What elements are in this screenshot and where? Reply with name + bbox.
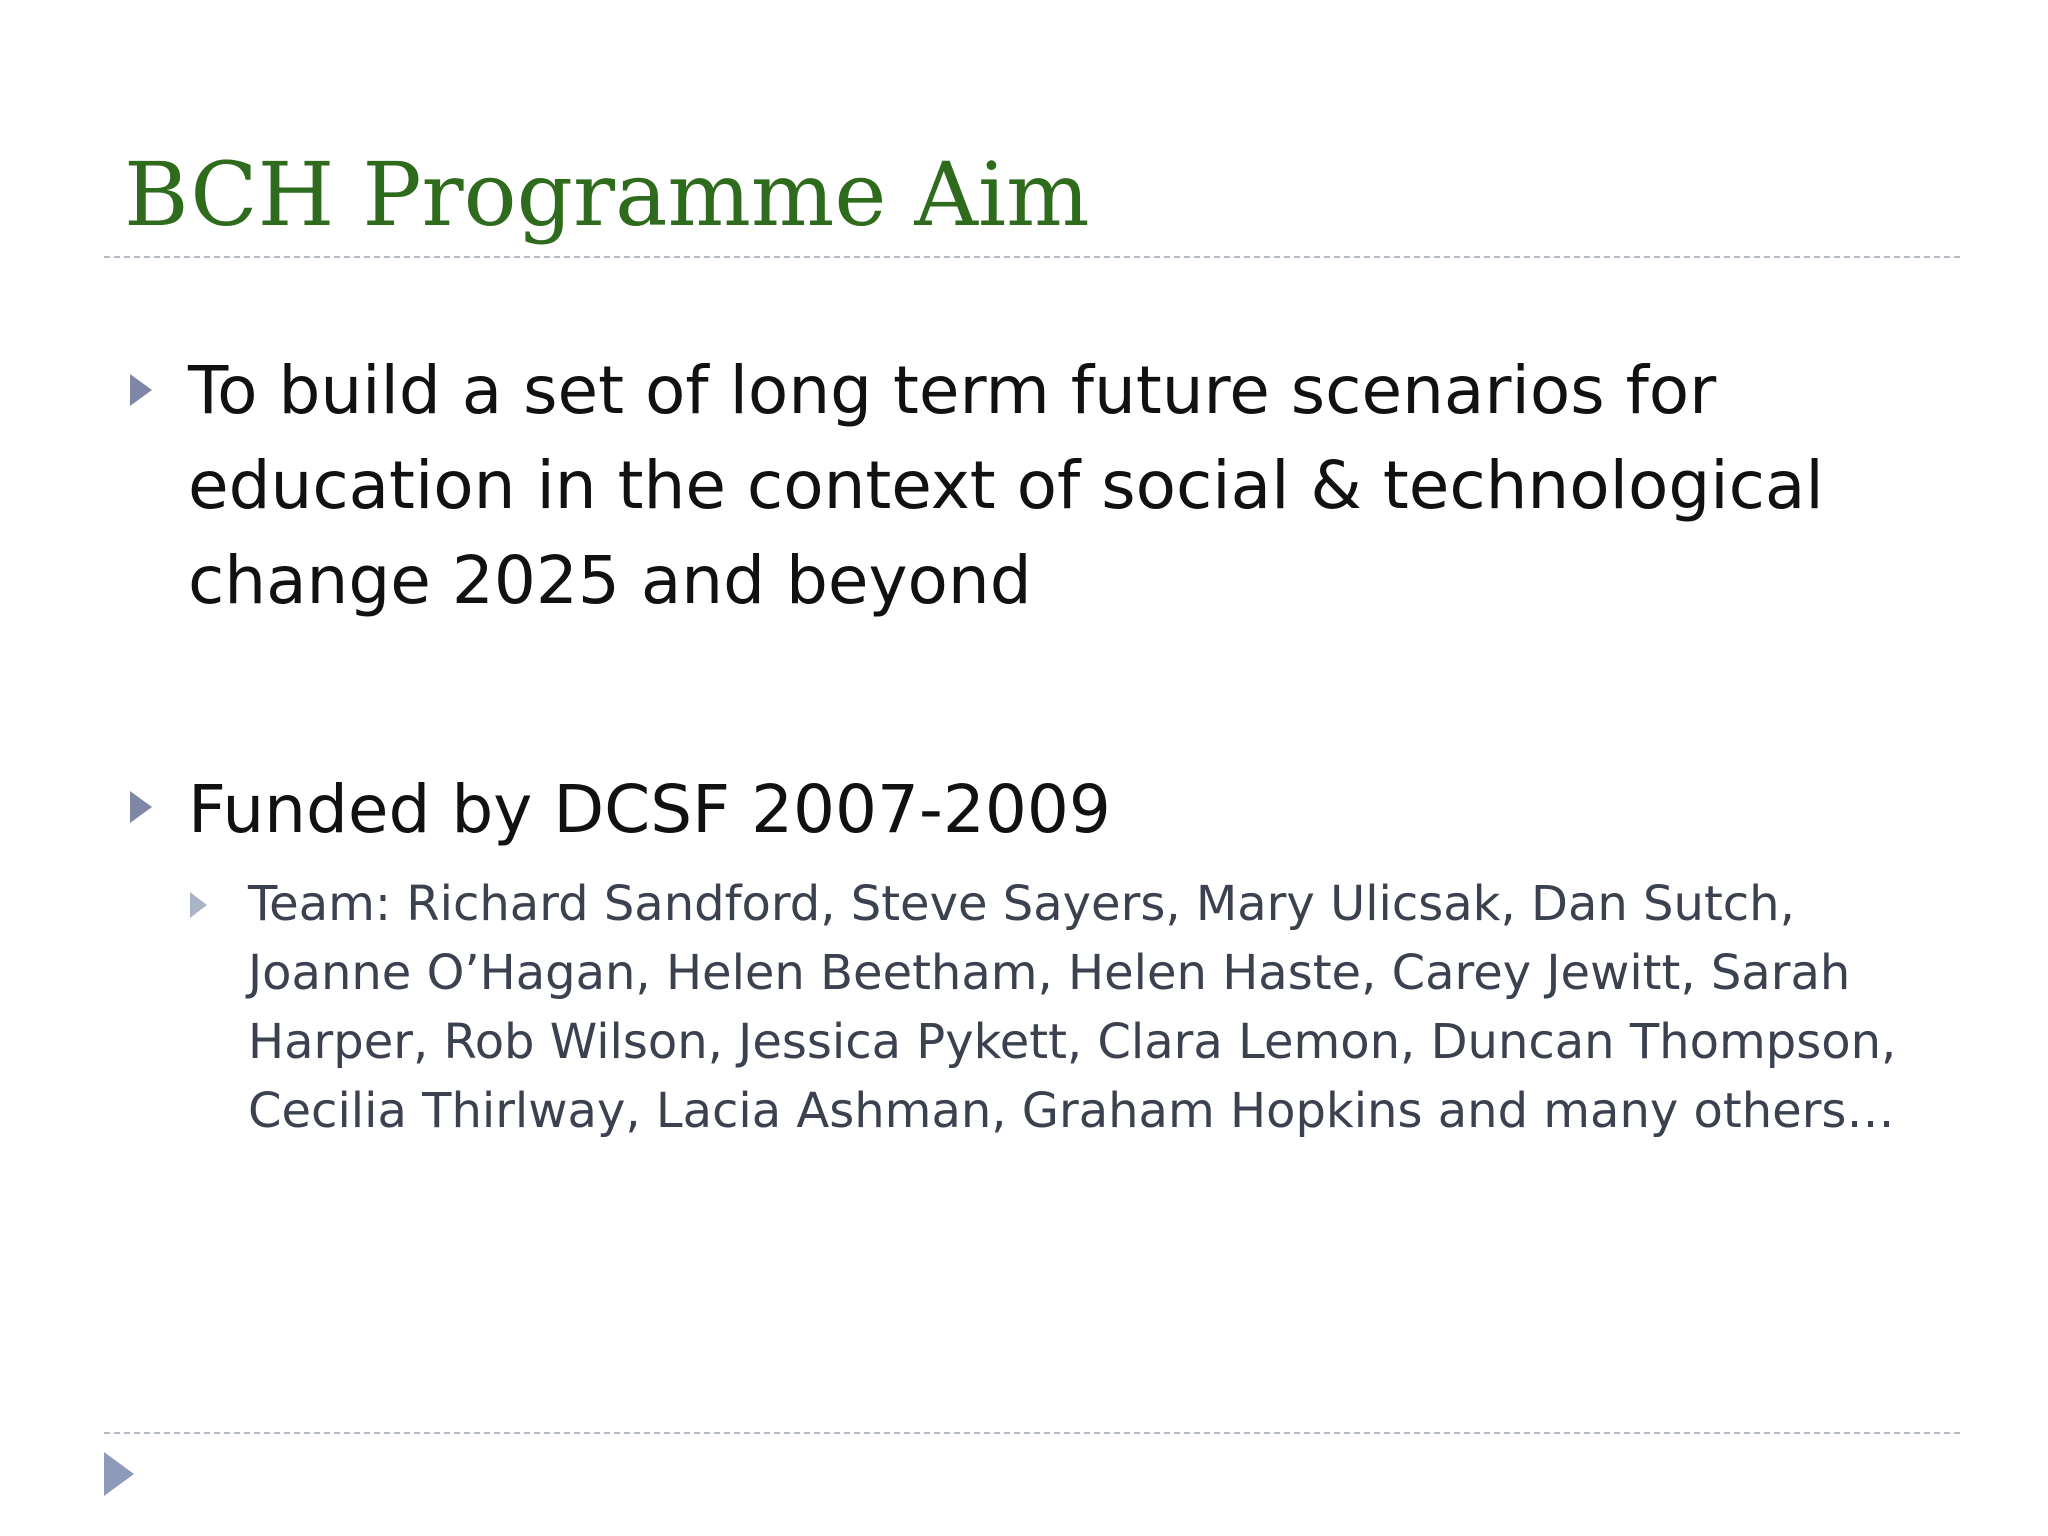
title-divider [104, 256, 1960, 258]
sub-bullet-triangle-icon [190, 892, 207, 918]
sub-bullet-team-text: Team: Richard Sandford, Steve Sayers, Mary Ulicsak, Dan Sutch, Joanne O’Hagan, Helen Beetham, Helen Haste, Carey Jewitt, Sarah Harper, Rob Wilson, Jessica Pykett, Clara Lemon, Duncan Thompson, Cecilia Thirlway, Lacia Ashman, Graham Hopkins and many others… [248, 876, 1897, 1139]
bullet-aim-text: To build a set of long term future scenarios for education in the context of social & technological change 2025 and beyond [188, 352, 1824, 619]
next-slide-arrow-icon[interactable] [104, 1452, 134, 1496]
bullet-funding-text: Funded by DCSF 2007-2009 [188, 771, 1111, 848]
bullet-triangle-icon [130, 374, 152, 406]
slide-title: BCH Programme Aim [124, 143, 1090, 246]
bullet-triangle-icon [130, 791, 152, 823]
footer-divider [104, 1432, 1960, 1434]
